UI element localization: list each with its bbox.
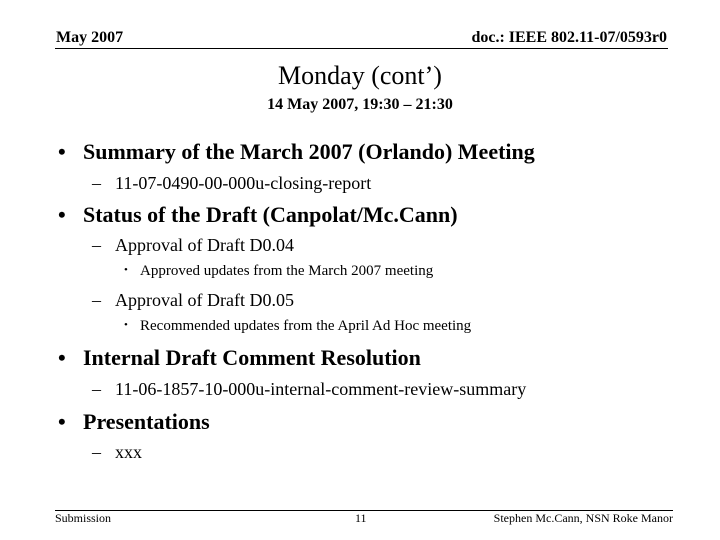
bullet-summary xyxy=(58,139,535,165)
footer-author: Stephen Mc.Cann, NSN Roke Manor xyxy=(493,511,673,525)
subitem-approval-d004 xyxy=(92,235,294,256)
small-bullet-marker: • xyxy=(124,319,128,331)
subitem-approval-d005 xyxy=(92,290,294,311)
dash-marker: – xyxy=(92,173,101,193)
header-date: May 2007 xyxy=(56,29,124,46)
bullet-comment-resolution xyxy=(58,345,421,371)
subitem-text: Approval of Draft D0.04 xyxy=(115,235,294,255)
subitem-comment-review xyxy=(92,379,526,400)
detail-approved-updates xyxy=(124,263,433,280)
detail-text: Recommended updates from the April Ad Hoc meeting xyxy=(140,318,472,334)
subitem-text: Approval of Draft D0.05 xyxy=(115,290,294,310)
slide-title: Monday (cont’) xyxy=(278,61,442,90)
bullet-text: Presentations xyxy=(83,409,210,434)
dash-marker: – xyxy=(92,290,101,310)
dash-marker: – xyxy=(92,442,101,462)
subitem-xxx xyxy=(92,442,142,463)
subitem-text: 11-06-1857-10-000u-internal-comment-review-summary xyxy=(115,379,527,399)
subitem-closing-report xyxy=(92,173,371,194)
page-number: 11 xyxy=(355,511,367,525)
bullet-draft-status xyxy=(58,202,458,228)
header-divider xyxy=(55,48,668,49)
bullet-marker: • xyxy=(58,409,66,434)
small-bullet-marker: • xyxy=(124,264,128,276)
bullet-marker: • xyxy=(58,139,66,164)
subitem-text: 11-07-0490-00-000u-closing-report xyxy=(115,173,372,193)
detail-text: Approved updates from the March 2007 meeting xyxy=(140,263,434,279)
dash-marker: – xyxy=(92,235,101,255)
dash-marker: – xyxy=(92,379,101,399)
detail-recommended-updates xyxy=(124,318,471,335)
bullet-marker: • xyxy=(58,202,66,227)
bullet-text: Internal Draft Comment Resolution xyxy=(83,345,421,370)
header-doc-id: doc.: IEEE 802.11-07/0593r0 xyxy=(471,29,667,46)
bullet-presentations xyxy=(58,409,210,435)
bullet-text: Status of the Draft (Canpolat/Mc.Cann) xyxy=(83,202,458,227)
slide-subtitle: 14 May 2007, 19:30 – 21:30 xyxy=(267,96,453,113)
footer-submission: Submission xyxy=(55,511,112,525)
bullet-marker: • xyxy=(58,345,66,370)
bullet-text: Summary of the March 2007 (Orlando) Meeting xyxy=(83,139,535,164)
subitem-text: xxx xyxy=(115,442,142,462)
